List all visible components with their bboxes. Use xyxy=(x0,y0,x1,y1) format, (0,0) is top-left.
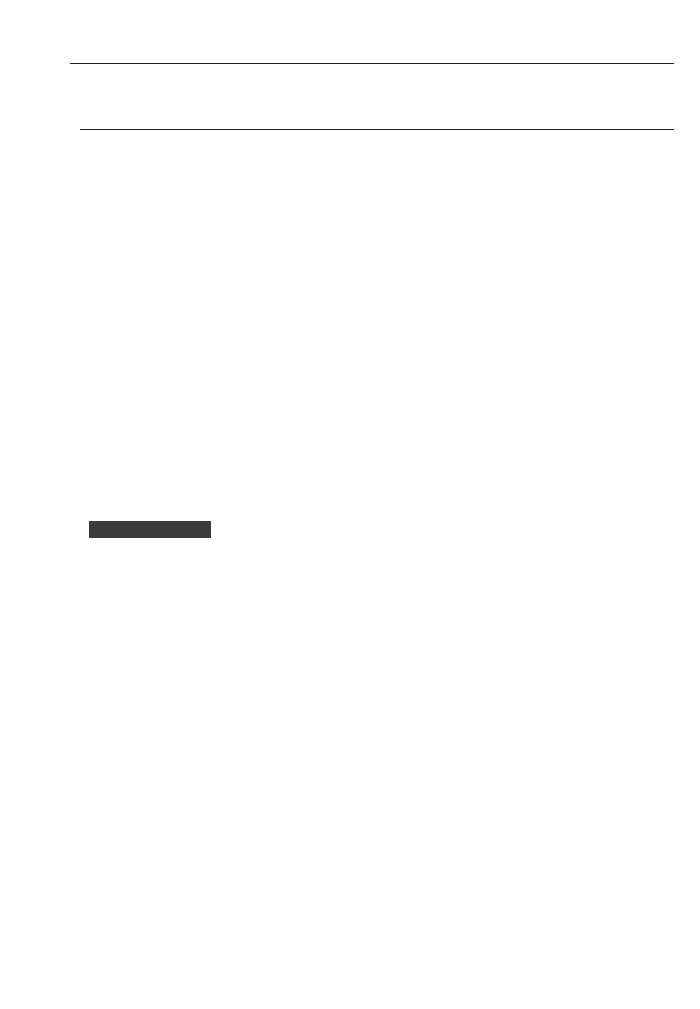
header-rule xyxy=(70,63,674,64)
page-header xyxy=(70,46,670,62)
left-column xyxy=(80,545,360,553)
section-heading xyxy=(89,521,211,538)
right-column xyxy=(370,517,675,527)
table-header-rule xyxy=(80,129,674,130)
